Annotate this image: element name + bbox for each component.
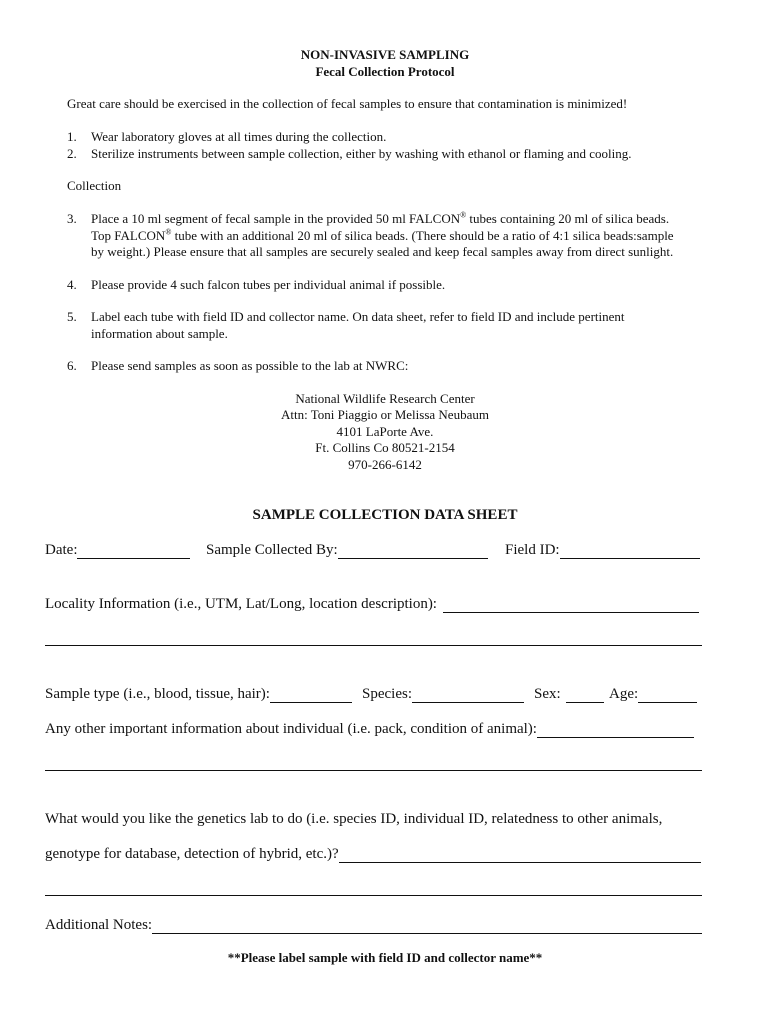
address-line-3: 4101 LaPorte Ave. bbox=[336, 424, 434, 439]
notes-field[interactable] bbox=[45, 917, 702, 934]
sex-input-line[interactable] bbox=[566, 688, 604, 703]
protocol-subtitle: Fecal Collection Protocol bbox=[315, 64, 455, 79]
sample-type-input-line[interactable] bbox=[270, 688, 352, 703]
address-line-1: National Wildlife Research Center bbox=[295, 391, 475, 406]
footer-note: **Please label sample with field ID and collector name** bbox=[227, 950, 543, 965]
data-sheet-title: SAMPLE COLLECTION DATA SHEET bbox=[252, 507, 518, 523]
sample-type-field[interactable] bbox=[45, 686, 352, 703]
intro-text: Great care should be exercised in the collection of fecal samples to ensure that contamination is minimized! bbox=[67, 96, 628, 111]
step-5-line-2: information about sample. bbox=[91, 326, 228, 341]
address-line-4: Ft. Collins Co 80521-2154 bbox=[315, 440, 455, 455]
step-5-line-1: Label each tube with field ID and collector name. On data sheet, refer to field ID and include pertinent bbox=[91, 309, 625, 324]
other-info-field[interactable] bbox=[45, 721, 694, 738]
date-input-line[interactable] bbox=[77, 544, 190, 559]
lab-request-field[interactable] bbox=[45, 846, 701, 863]
address-line-2: Attn: Toni Piaggio or Melissa Neubaum bbox=[281, 407, 489, 422]
lab-request-input-line[interactable] bbox=[339, 848, 701, 863]
step-6-text: Please send samples as soon as possible to the lab at NWRC: bbox=[91, 358, 409, 373]
age-field[interactable] bbox=[609, 686, 697, 703]
age-input-line[interactable] bbox=[638, 688, 697, 703]
notes-label: Additional Notes: bbox=[45, 917, 153, 933]
step-3-line-3: by weight.) Please ensure that all samples are securely sealed and keep fecal samples away from direct sunlight. bbox=[91, 244, 674, 259]
step-4-number: 4. bbox=[67, 277, 77, 292]
step-4-text: Please provide 4 such falcon tubes per individual animal if possible. bbox=[91, 277, 446, 292]
locality-label: Locality Information (i.e., UTM, Lat/Long, location description): bbox=[45, 596, 437, 612]
locality-field[interactable] bbox=[45, 596, 699, 613]
step-3-line-2: Top FALCON® tube with an additional 20 ml of silica beads. (There should be a ratio of 4:1 silica beads:sample bbox=[91, 227, 674, 243]
step-1-text: Wear laboratory gloves at all times during the collection. bbox=[91, 129, 387, 144]
step-3-number: 3. bbox=[67, 211, 77, 226]
collected-by-field[interactable] bbox=[206, 542, 488, 559]
species-field[interactable] bbox=[362, 686, 524, 703]
lab-request-continuation-line[interactable] bbox=[45, 895, 702, 896]
protocol-title: NON-INVASIVE SAMPLING bbox=[300, 47, 470, 62]
age-label: Age: bbox=[609, 686, 639, 702]
notes-input-line[interactable] bbox=[152, 919, 702, 934]
step-2-number: 2. bbox=[67, 146, 77, 161]
sex-label: Sex: bbox=[534, 686, 561, 702]
other-info-continuation-line[interactable] bbox=[45, 770, 702, 771]
species-label: Species: bbox=[362, 686, 412, 702]
sample-type-label: Sample type (i.e., blood, tissue, hair): bbox=[45, 686, 270, 702]
lab-question-line-1: What would you like the genetics lab to do (i.e. species ID, individual ID, relatedness to other animals, bbox=[45, 811, 663, 827]
sex-field[interactable] bbox=[534, 686, 604, 703]
field-id-label: Field ID: bbox=[505, 542, 560, 558]
other-info-input-line[interactable] bbox=[537, 723, 694, 738]
collection-heading: Collection bbox=[67, 178, 122, 193]
species-input-line[interactable] bbox=[412, 688, 524, 703]
date-label: Date: bbox=[45, 542, 78, 558]
field-id-field[interactable] bbox=[505, 542, 700, 559]
step-2-text: Sterilize instruments between sample collection, either by washing with ethanol or flaming and cooling. bbox=[91, 146, 632, 161]
collected-by-input-line[interactable] bbox=[338, 544, 488, 559]
field-id-input-line[interactable] bbox=[560, 544, 700, 559]
other-info-label: Any other important information about individual (i.e. pack, condition of animal): bbox=[45, 721, 537, 737]
step-6-number: 6. bbox=[67, 358, 77, 373]
locality-continuation-line[interactable] bbox=[45, 645, 702, 646]
lab-question-line-2: genotype for database, detection of hybrid, etc.)? bbox=[45, 846, 339, 862]
collected-by-label: Sample Collected By: bbox=[206, 542, 338, 558]
address-line-5: 970-266-6142 bbox=[348, 457, 422, 472]
locality-input-line[interactable] bbox=[443, 598, 699, 613]
step-3-line-1: Place a 10 ml segment of fecal sample in the provided 50 ml FALCON® tubes containing 20 ml of silica beads. bbox=[91, 210, 670, 226]
date-field[interactable] bbox=[45, 542, 190, 559]
step-1-number: 1. bbox=[67, 129, 77, 144]
step-5-number: 5. bbox=[67, 309, 77, 324]
